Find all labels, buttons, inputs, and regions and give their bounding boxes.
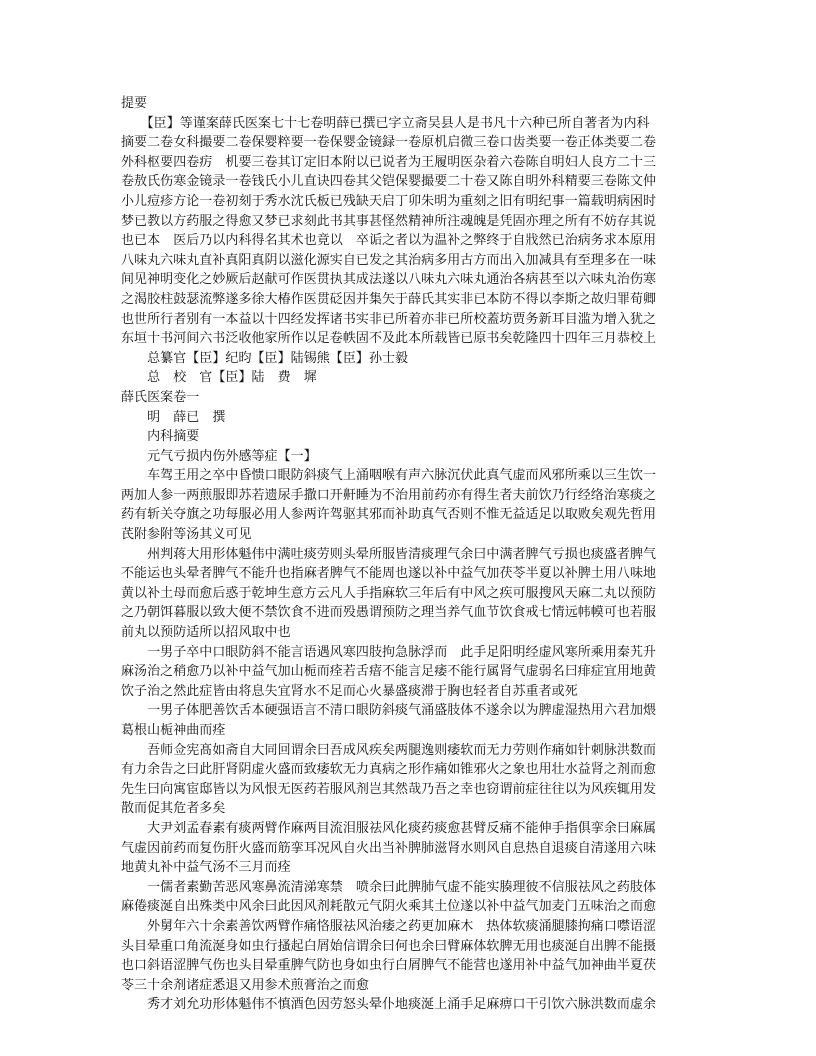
text-line: 麻汤治之稍愈乃以补中益气加山栀而痊若舌瘖不能言足痿不能行属肾气虚弱名曰痱症宜用地黄: [121, 664, 657, 680]
text-line: 外科枢要四卷疠 机要三卷其订定旧本附以已说者为王履明医杂着六卷陈自明妇人良方二十三: [121, 154, 657, 170]
text-line: 饮子治之然此症皆由将息失宜肾水不足而心火暴盛痰滞于胸也轻者自苏重者或死: [121, 683, 578, 699]
text-line: 有力余告之曰此肝肾阴虚火盛而致痿软无力真病之形作痛如锥邪火之象也用壮水益肾之剂而愈: [121, 762, 657, 778]
case-1: [121, 466, 699, 544]
text-line: 葛根山栀神曲而痊: [121, 723, 226, 738]
text-line: 梦已教以方药服之得愈又梦已求刻此书其事甚怪然精神所注魂魄是凭固亦理之所有不妨存其说: [121, 213, 657, 229]
text-line: 间见神明变化之妙厥后赵献可作医贯执其成法遂以八味丸六味丸通治各病甚至以六味丸治伤寒: [121, 272, 657, 288]
text-line: 州判蒋大用形体魁伟中满吐痰劳则头晕所服皆清痰理气余曰中满者脾气亏损也痰盛者脾气: [121, 546, 657, 562]
official-line: 总纂官【臣】纪昀【臣】陆锡熊【臣】孙士毅: [121, 350, 409, 366]
text-line: 【臣】等谨案薛氏医案七十七卷明薛已撰已字立斋吴县人是书凡十六种已所自著者为内科: [121, 115, 650, 131]
text-line: 不能运也头晕者脾气不能升也指麻者脾气不能周也遂以补中益气加茯苓半夏以补脾土用八味地: [121, 566, 657, 582]
text-line: 秀才刘允功形体魁伟不慎酒色因劳怒头晕仆地痰涎上涌手足麻痹口干引饮六脉洪数而虚余: [121, 997, 657, 1013]
case-3: [121, 643, 699, 702]
case-6: [121, 819, 699, 878]
case-5: [121, 741, 699, 819]
text-line: 大尹刘孟春素有痰两臂作麻两目流泪服祛风化痰药痰愈甚臂反痛不能伸手指俱挛余曰麻属: [121, 820, 657, 836]
official-line: 总 校 官【臣】陆 费 墀: [121, 370, 317, 386]
officials: [121, 349, 699, 388]
case-2: [121, 545, 699, 643]
text-line: 苓三十余剂诸症悉退又用参术煎膏治之而愈: [121, 977, 369, 993]
text-line: 散而促其危者多矣: [121, 801, 226, 817]
text-line: 前丸以预防适所以招风取中也: [121, 625, 291, 641]
text-line: 也已本 医后乃以内科得名其术也竟以 卒诟之者以为温补之弊终于自戕然已治病务求本原用: [121, 233, 657, 249]
chapter-title: 元气亏损内伤外感等症【一】: [121, 448, 317, 464]
text-line: 两加人参一两煎服即苏若遗尿手撒口开鼾睡为不治用前药亦有得生者夫前饮乃行经络治寒痰之: [121, 487, 657, 503]
document-page: [121, 94, 699, 1015]
text-line: 外舅年六十余素善饮两臂作痛恪服祛风治痿之药更加麻木 热体软痰涌腿膝拘痛口噤语涩: [121, 918, 657, 934]
volume-title: 薛氏医案卷一: [121, 389, 200, 405]
text-line: 一男子体肥善饮舌本硬强语言不清口眼防斜痰气涌盛肢体不遂余以为脾虚湿热用六君加煨: [121, 703, 657, 719]
text-line: 车驾王用之卒中昏愦口眼防斜痰气上涌咽喉有声六脉沉伏此真气虚而风邪所乘以三生饮一: [121, 468, 657, 484]
text-line: 小儿痘疹方论一卷初刻于秀水沈氏板已残缺天启丁卯朱明为重刻之旧有明纪事一篇载明病困时: [121, 193, 657, 209]
text-line: 麻倦痰涎自出殊类中风余曰此因风剂耗散元气阴火乘其土位遂以补中益气加麦门五味治之而愈: [121, 899, 657, 915]
text-line: 一男子卒中口眼防斜不能言语遇风寒四肢拘急脉浮而 此手足阳明经虚风寒所乘用秦艽升: [121, 644, 657, 660]
text-line: 之渴胶柱鼓瑟流弊遂多徐大椿作医贯砭因并集矢于薛氏其实非已本防不得以李斯之故归罪荀卿: [121, 291, 657, 307]
case-9: [121, 995, 699, 1015]
text-line: 吾师佥宪髙如斋自大同回谓余曰吾成风疾矣两腿逸则痿软而无力劳则作痛如针刺脉洪数而: [121, 742, 657, 758]
text-line: 卷敖氏伤寒金镜录一卷钱氏小儿直诀四卷其父铠保婴撮要二十卷又陈自明外科精要三卷陈文仲: [121, 174, 657, 190]
text-line: 气虚因前药而复伤肝火盛而筋挛耳况风自火出当补脾肺滋肾水则风自息热自退痰自清遂用六味: [121, 840, 657, 856]
case-4: [121, 701, 699, 740]
text-line: 先生曰向寓宦邸皆以为风恨无医药若服风剂岂其然哉乃吾之幸也窃谓前症往往以为风疾辄用发: [121, 781, 657, 797]
text-line: 头目晕重口角流涎身如虫行搔起白屑始信谓余曰何也余曰臂麻体软脾无用也痰涎自出脾不能摄: [121, 938, 657, 954]
tiyao-body: [121, 114, 699, 349]
text-line: 之乃朝饵暮服以致大便不禁饮食不进而殁愚谓预防之理当养气血节饮食戒七情远帏幙可也若服: [121, 605, 657, 621]
case-8: [121, 917, 699, 995]
case-7: [121, 878, 699, 917]
text-line: 八味丸六味丸直补真阳真阴以滋化源实自已发之其治病多用古方而出入加减具有至理多在一味: [121, 252, 657, 268]
text-line: 也口斜语涩脾气伤也头目晕重脾气防也身如虫行白屑脾气不能营也遂用补中益气加神曲半夏茯: [121, 958, 657, 974]
text-line: 一儒者素勤苦恶风寒鼻流清涕寒禁 喷余曰此脾肺气虚不能实腠理彼不信服祛风之药肢体: [121, 879, 657, 895]
tiyao-heading: 提要: [121, 96, 148, 111]
text-line: 地黄丸补中益气汤不三月而痊: [121, 860, 291, 876]
text-line: 芪附参附等汤其义可见: [121, 527, 252, 543]
author-line: 明 薛已 撰: [121, 409, 226, 425]
text-line: 摘要二卷女科撮要二卷保婴粹要一卷保婴金镜録一卷原机启微三卷口齿类要一卷正体类要二卷: [121, 135, 657, 151]
section-title: 内科摘要: [121, 429, 200, 445]
text-line: 药有斩关夺旗之功每服必用人参两许驾驱其邪而补助真气否则不惟无益适足以取败矣观先哲用: [121, 507, 657, 523]
text-line: 东垣十书河间六书泛收他家所作以足卷帙固不及此本所载皆已原书矣乾隆四十四年三月恭校上: [121, 331, 657, 347]
text-line: 黄以补土母而愈后惑于乾坤生意方云凡人手指麻软三年后有中风之疾可服搜风天麻二丸以预防: [121, 585, 657, 601]
text-line: 也世所行者别有一本益以十四经发挥诸书实非已所着亦非已所校蓋坊贾务新耳目滥为增入犹之: [121, 311, 657, 327]
